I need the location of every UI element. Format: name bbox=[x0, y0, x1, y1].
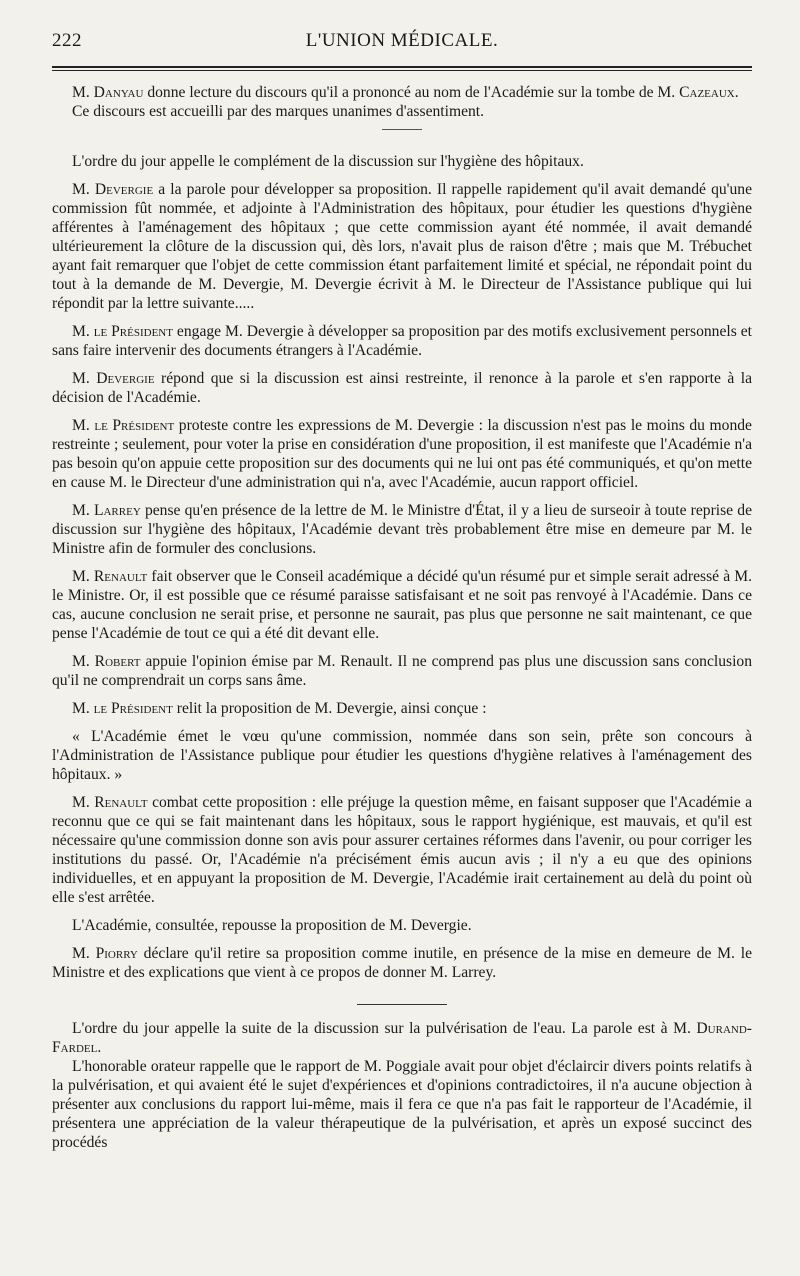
quoted-proposition: « L'Académie émet le vœu qu'une commission, nommée dans son sein, prête son concours à l'Administration de l'Assistance publique pour étudier les questions d'hygiène relatives à l'aménagement des hôpitaux. » bbox=[52, 728, 752, 783]
paragraph: M. Devergie a la parole pour développer sa proposition. Il rappelle rapidement qu'il avait demandé qu'une commission fût nommée, et adjointe à l'Administration des hôpitaux, pour étudier les questions d'hygiène afférentes à l'aménagement des hôpitaux ; que cette commission ayant été nommée, il avait demandé ultérieurement la clôture de la discussion qui, dès lors, n'avait plus de raison d'être ; mais que M. Trébuchet ayant fait remarquer que l'objet de cette commission étant parfaitement limité et spécial, ne répondait point du tout à la demande de M. Devergie, M. Devergie écrivit à M. le Directeur de l'Assistance publique qui lui répondit par la lettre suivante..... bbox=[52, 181, 752, 312]
paragraph: M. Devergie répond que si la discussion est ainsi restreinte, il renonce à la parole et s'en rapporte à la décision de l'Académie. bbox=[52, 370, 752, 406]
paragraph: M. Robert appuie l'opinion émise par M. Renault. Il ne comprend pas plus une discussion sans conclusion qu'il ne comprendrait un corps sans âme. bbox=[52, 653, 752, 689]
paragraph: M. Renault fait observer que le Conseil académique a décidé qu'un résumé pur et simple serait adressé à M. le Ministre. Or, il est possible que ce résumé paraisse satisfaisant et ne soit pas renvoyé à l'Académie. Dans ce cas, aucune conclusion ne serait prise, et personne ne saurait, pas plus que personne ne sait maintenant, ce que pense l'Académie de tout ce qui a été dit devant elle. bbox=[52, 568, 752, 642]
paragraph: M. le Président relit la proposition de M. Devergie, ainsi conçue : bbox=[72, 700, 487, 717]
section-divider bbox=[382, 129, 422, 130]
paragraph: Ce discours est accueilli par des marques unanimes d'assentiment. bbox=[72, 103, 485, 120]
paragraph: M. Larrey pense qu'en présence de la lettre de M. le Ministre d'État, il y a lieu de surseoir à toute reprise de discussion sur l'hygiène des hôpitaux, l'Académie devant très probablement être mise en demeure par M. le Ministre afin de formuler des conclusions. bbox=[52, 502, 752, 557]
header-rule bbox=[52, 66, 752, 71]
paragraph: L'Académie, consultée, repousse la proposition de M. Devergie. bbox=[72, 917, 472, 934]
page-header bbox=[52, 30, 752, 60]
paragraph: M. le Président proteste contre les expressions de M. Devergie : la discussion n'est pas le moins du monde restreinte ; seulement, pour voter la prise en considération d'une proposition, il est manifeste que l'Académie n'a pas besoin qu'on appuie cette proposition sur des documents qui ne lui ont pas été communiqués, et qu'on mette en cause M. le Directeur d'une administration qui n'a, avec l'Académie, aucun rapport officiel. bbox=[52, 417, 752, 491]
section-divider bbox=[357, 1004, 447, 1005]
running-title: L'UNION MÉDICALE. bbox=[305, 30, 499, 51]
paragraph: M. le Président engage M. Devergie à développer sa proposition par des motifs exclusivement personnels et sans faire intervenir des documents étrangers à l'Académie. bbox=[52, 323, 752, 359]
page bbox=[52, 30, 752, 1152]
paragraph: L'honorable orateur rappelle que le rapport de M. Poggiale avait pour objet d'éclaircir divers points relatifs à la pulvérisation, et qui avaient été le sujet d'expériences et d'opinions contradictoires, il n'a aucune objection à présenter aux conclusions du rapport lui-même, mais il fera ce que n'a pas fait le rapporteur de l'Académie, il présentera une appréciation de la valeur thérapeutique de la pulvérisation, et après un exposé succinct des procédés bbox=[52, 1058, 752, 1151]
paragraph: M. Renault combat cette proposition : elle préjuge la question même, en faisant supposer que l'Académie a reconnu que ce qui se fait maintenant dans les hôpitaux, sous le rapport hygiénique, est mauvais, et qu'il est nécessaire qu'une commission donne son avis pour assurer certaines réformes dans l'avenir, ou pour corriger les institutions du passé. Or, l'Académie n'a précisément émis aucun avis ; il n'y a eu que des opinions individuelles, et en appuyant la proposition de M. Devergie, l'Académie irait certainement au delà du point où elle s'est arrêtée. bbox=[52, 794, 752, 906]
paragraph: M. Piorry déclare qu'il retire sa proposition comme inutile, en présence de la mise en demeure de M. le Ministre et des explications que vient à ce propos de donner M. Larrey. bbox=[52, 945, 752, 981]
paragraph: L'ordre du jour appelle le complément de la discussion sur l'hygiène des hôpitaux. bbox=[72, 153, 584, 170]
paragraph: L'ordre du jour appelle la suite de la discussion sur la pulvérisation de l'eau. La parole est à M. Durand-Fardel. bbox=[52, 1020, 752, 1056]
page-number: 222 bbox=[52, 30, 82, 51]
paragraph: M. Danyau donne lecture du discours qu'il a prononcé au nom de l'Académie sur la tombe de M. Cazeaux. bbox=[72, 84, 739, 101]
article-body bbox=[52, 83, 752, 1152]
